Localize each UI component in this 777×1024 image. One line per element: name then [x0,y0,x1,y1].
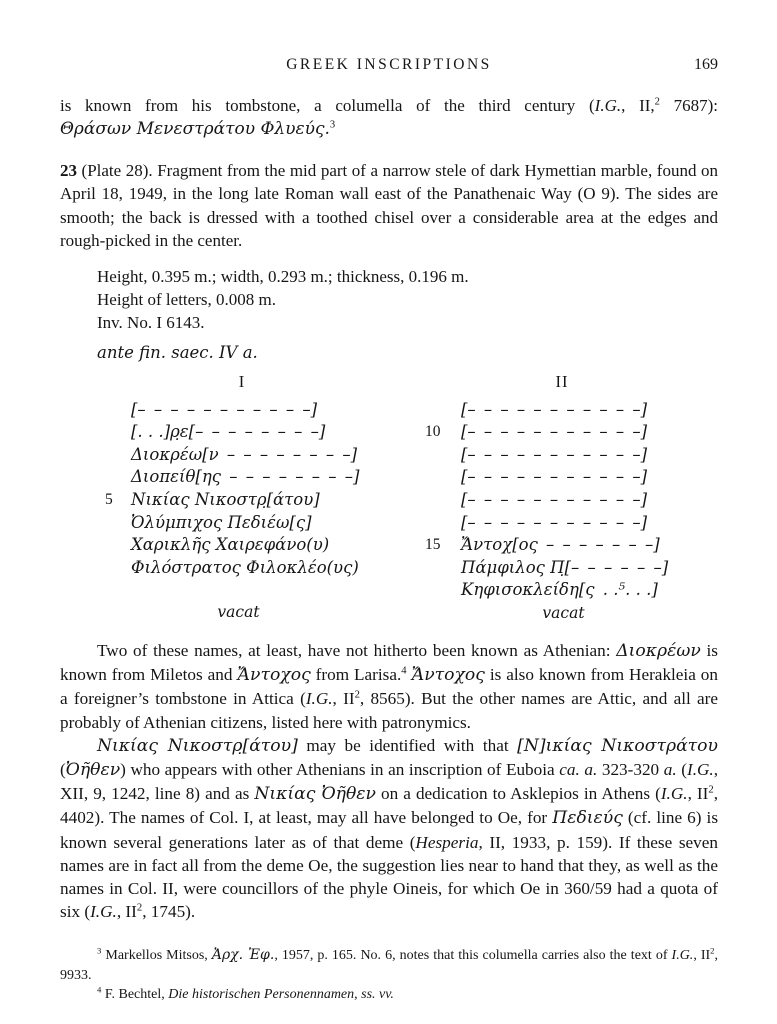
inscription-row [105,512,379,535]
line-number: 5 [105,491,113,508]
measurement-letter-height: Height of letters, 0.008 m. [97,289,276,309]
line-text: [– – – – – – – – – – –] [461,444,648,464]
line-text: [– – – – – – – – – – –] [461,467,648,487]
body-paragraph-1: Two of these names, at least, have not hitherto been known as Athenian: Διοκρέων is known from Miletos and Ἄντοχος from Larisa.$^4$ Ἄντοχος is also known from Herakleia on a foreigner’s tombstone in Attica (I.G., $II^2$, 8565). But the other names are Attic, and all are probably of Athenian citizens, listed here with patronymics. [60,640,718,732]
line-number [425,512,461,535]
running-head [60,56,718,78]
entry-23-paragraph [60,159,718,253]
line-number [425,489,461,512]
line-number [425,557,461,580]
line-number [105,512,131,535]
line-number [105,534,131,557]
inscription-column-1 [105,372,379,622]
line-text: Νικίας Νικοστρ̣[άτου] [131,490,320,509]
line-number [425,466,461,489]
line-number [105,466,131,489]
inscription-row [105,421,379,444]
inscription-row [425,489,699,512]
column-2-header: II [555,371,569,391]
vacat-label: vacat [542,603,585,622]
line-number [425,399,461,422]
line-text: Διοπείθ[ης – – – – – – – –] [131,467,360,487]
line-text: Πάμφιλος Π̣[– – – – – –] [461,557,669,577]
line-number [425,579,461,602]
line-text: Κηφισοκλείδη[ς . .⁵. . .] [461,580,658,600]
body-paragraph-2: Νικίας Νικοστρ̣[άτου] may be identified with that [Ν]ικίας Νικοστράτου (Ὀῆθεν) who appears with other Athenians in an inscription of Euboia ca. a. 323-320 a. (I.G., XII, 9, 1242, line 8) and as Νικίας Ὀῆθεν on a dedication to Asklepios in Athens (I.G., $II^2$, 4402). The names of Col. I, at least, may all have belonged to Oe, for Πεδιεύς (cf. line 6) is known several generations later as of that deme (Hesperia, II, 1933, p. 159). If these seven names are in fact all from the deme Oe, the suggestion lies near to hand that they, as well as the names in Col. II, were councillors of the phyle Oineis, for which Oe in 360/59 had a quota of six (I.G., $II^2$, 1745). [60,735,719,922]
inscription-row [425,557,699,580]
inscription-row [425,579,699,602]
line-text: Ἄντοχ[ος – – – – – – –] [461,535,660,555]
line-text: Ὀλύμπιχος Πεδιέω[ς] [131,512,312,532]
line-number [105,557,131,580]
inscription-row [105,534,379,557]
line-number [105,421,131,444]
inscription-row [425,444,699,467]
line-number [425,444,461,467]
entry-number: 23 [60,161,77,180]
line-number [105,399,131,422]
line-text: Διοκρέω[ν – – – – – – – –] [131,444,358,464]
inscription-column-2 [425,372,699,622]
line-text: [. . .]ρ̣ε[– – – – – – – –] [131,422,326,442]
inscription-row [105,466,379,489]
inscription-row [425,512,699,535]
line-text: [– – – – – – – – – – –] [131,399,318,419]
line-number [105,444,131,467]
intro-paragraph-line-2: Θράσων Μενεστράτου Φλυεύς.$^3$ [60,119,336,139]
page-number: 169 [694,56,718,73]
footnote-3: $^3$ Markellos Mitsos, Ἀρχ. Ἐφ., 1957, p. 165. No. 6, notes that this columella carries also the text of I.G., $II^2$, 9933. [60,945,719,983]
inscription-row [425,421,699,444]
line-number: 15 [425,536,441,554]
footnotes [60,946,718,1005]
intro-paragraph-line-1: is known from his tombstone, a columella of the third century (I.G., II,$^2$ 7687): [60,96,719,115]
vacat-label: vacat [217,603,260,622]
footnote-4: $^4$ F. Bechtel, Die historischen Personennamen, ss. vv. [97,984,394,1003]
line-text: [– – – – – – – – – – –] [461,490,648,509]
inscription-row [425,534,699,557]
inscription-transcription [60,372,718,622]
line-text: [– – – – – – – – – – –] [461,512,648,532]
inscription-row [105,399,379,422]
inscription-row [425,466,699,489]
inventory-number: Inv. No. I 6143. [97,312,205,332]
entry-description: (Plate 28). Fragment from the mid part of a narrow stele of dark Hymettian marble, found on April 18, 1949, in the long late Roman wall east of the Panathenaic Way (O 9). The sides are smooth; the back is dressed with a toothed chisel over a considerable area at the edges and rough-picked in the center. [60,161,718,251]
inscription-row [105,557,379,580]
line-number: 10 [425,423,441,441]
line-text: Χαρικλῆς Χαιρεφάνο(υ) [131,535,330,555]
line-text: Φιλόστρατος Φιλοκλέο(υς) [131,557,359,577]
running-head-title: GREEK INSCRIPTIONS [286,56,492,73]
measurements-block [97,265,718,334]
column-1-header: I [238,371,246,391]
inscription-row [105,444,379,467]
inscription-row [105,489,379,512]
line-text: [– – – – – – – – – – –] [461,422,648,442]
inscription-row [425,399,699,422]
date-line: ante fin. saec. IV a. [97,342,258,362]
line-text: [– – – – – – – – – – –] [461,399,648,419]
measurement-dimensions: Height, 0.395 m.; width, 0.293 m.; thickness, 0.196 m. [97,266,469,286]
